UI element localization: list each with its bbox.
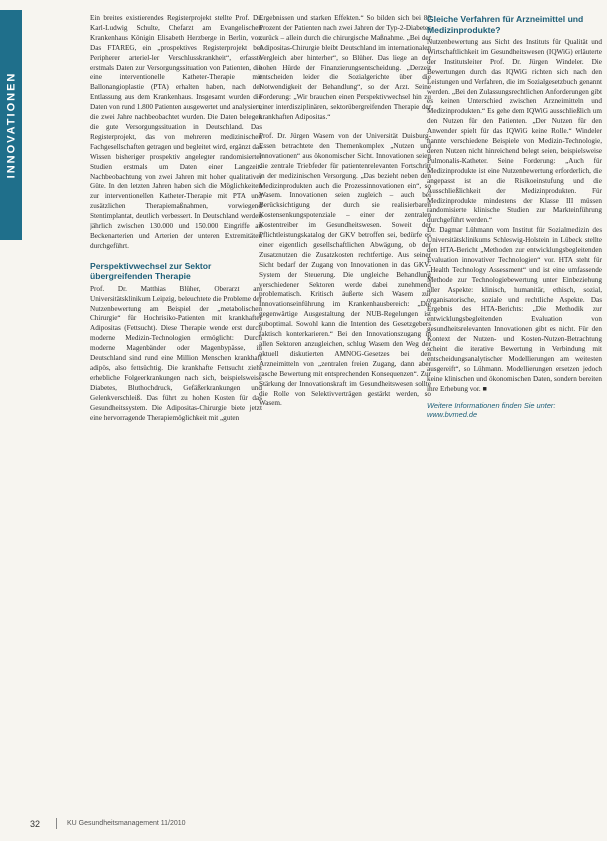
subheading: Perspektivwechsel zur Sektor übergreifenden Therapie (90, 260, 212, 282)
paragraph-gap (259, 123, 431, 132)
section-label (0, 10, 22, 240)
page-number: 32 (30, 818, 41, 829)
more-info-link[interactable]: Weitere Informationen finden Sie unter: www.bvmed.de (427, 400, 556, 420)
section-label-text: INNOVATIONEN (5, 71, 17, 179)
article-column-3 (427, 14, 602, 804)
paragraph: Nutzenbewertung aus Sicht des Instituts für Qualität und Wirtschaftlichkeit im Gesundheitswesen (IQWiG) erläuterte der Institutsleiter Prof. Dr. Jürgen Windeler. Die Bewertungen durch das IQWiG richten sich nach den Leistungen und Verfahren, die im Sozialgesetzbuch genannt werden. „Bei den Zulassungsrechtlichen Anforderungen gibt es keinen Unterschied zwischen Arzneimitteln und Medizinprodukten.“ Es gehe dem IQWiG ausschließlich um den Nutzen für den Patienten. „Der Nutzen für den Anwender spielt für das IQWiG keine Rolle.“ Windeler nannte verschiedene Beispiele von Medizin-Technologie, deren Nutzen nicht hinreichend belegt seien, beispielsweise Pulmonalis-Katheter. Seine Forderung: „Auch für Medizinprodukte ist eine Nutzenbewertung erforderlich, die angepasst ist an die Risikoeinstufung und die Ausschließlichkeit der Medizinprodukten. Für Medizinprodukte mindestens der Klasse III müssen randomisierte klinische Studien zur Markteinführung durchgeführt werden.“ (427, 38, 602, 225)
article-column-2 (259, 14, 431, 804)
subheading: Gleiche Verfahren für Arzneimittel und Medizinprodukte? (427, 14, 584, 35)
paragraph: Prof. Dr. Matthias Blüher, Oberarzt am Universitätsklinikum Leipzig, beleuchtete die Probleme der Nutzenbewertung am Beispiel der „metabolischen Chirurgie“ für Hochrisiko-Patienten mit krankhafter Adipositas (Fettsucht). Diese Therapie wende erst durch moderne Medizin-Technologien ermöglicht: Durch moderne Magenbänder oder Magenbypässe, in Deutschland sind rund eine Million Menschen krankhaft adipös, also fettsüchtig. Die krankhafte Fettsucht zieht erhebliche Folgeerkrankungen nach sich, beispielsweise Diabetes, Bluthochdruck, Gefäßerkrankungen und Gelenkverschleiß. Das führt zu hohen Kosten für das Gesundheitssystem. Die Adipositas-Chirurgie biete jetzt eine hervorragende Therapiemöglichkeit mit „guten (90, 284, 262, 422)
page-footer (30, 818, 186, 829)
footer-divider (56, 818, 57, 829)
paragraph: Ergebnissen und starken Effekten.“ So bilden sich bei 80 Prozent der Patienten nach zwei Jahren der Typ-2-Diabetes zurück – allein durch die chirurgische Maßnahme. „Bei der Adipositas-Chirurgie bleibt Deutschland im internationalen Vergleich aber hinterher“, so Blüher. Das liege an der hohen Hürde der Finanzierungsentscheidung. „Derzeit entscheiden leider die Sozialgerichte über die Notwendigkeit der Behandlung“, so der Arzt. Seine Forderung: „Wir brauchen einen Perspektivwechsel hin zu einer interdisziplinären, sektorübergreifenden Therapie der krankhaften Adipositas.“ (259, 14, 431, 122)
paragraph: Prof. Dr. Jürgen Wasem von der Universität Duisburg-Essen betrachtete den Themenkomplex „Nutzen und Innovationen“ aus ökonomischer Sicht. Innovationen seien die zentrale Triebfeder für patientenrelevanten Fortschritt in der medizinischen Versorgung. „Das bezieht neben den Medizinprodukten auch die Prozessinnovationen ein“, so Wasem. Innovationen seien zugleich – auch bei Berücksichtigung der durch sie realisierbaren Kostensenkungspotenziale – einer der zentralen Kostentreiber im Gesundheitswesen. Soweit der Pflichtleistungskatalog der GKV betroffen sei, bedürfe es einer eigentlich gesellschaftlichen Abwägung, ob der Zusatznutzen die Zusatzkosten rechtfertige. Aus seiner Sicht bedarf der Zugang von Innovationen in das GKV-System der Steuerung. Die ungleiche Behandlung verschiedener Sektoren werde dabei zunehmend problematisch. Kritisch äußerte sich Wasem zur Innovationseinführung im Krankenhausbereich: „Die gegenwärtige Ausgestaltung der NUB-Regelungen ist suboptimal. Sowohl kann die Intention des Gesetzgebers faktisch konterkarieren.“ Bei den Innovationszugang in allen Sektoren anzugleichen, schlug Wasem den Weg der aktuell diskutierten AMNOG-Gesetzes bei den Arzneimitteln von „zentralen freien Zugang, dann aber rasche Bewertung mit entsprechenden Konsequenzen“. Zur Stärkung der Innovationskraft im Gesundheitswesen sollte die Rolle von Selektivverträgen gestärkt werden, so Wasem. (259, 131, 431, 408)
paragraph: Dr. Dagmar Lühmann vom Institut für Sozialmedizin des Universitätsklinikums Schleswig-Holstein in Lübeck stellte den HTA-Bericht „Methoden zur entwicklungsbegleitenden Evaluation innovativer Technologien“ vor. HTA steht für „Health Technology Assessment“ und ist eine umfassende Methode zur Technologiebewertung unter Einbeziehung aller Aspekte: klinisch, humanitär, ethisch, sozial, organisatorische, soziale und rechtliche Aspekte. Das Ergebnis des HTA-Berichts: „Die Methodik zur entwicklungsbegleitenden Evaluation von gesundheitsrelevanten Innovationen gibt es nicht. Für den Kontext der Nutzen- und Kosten-Nutzen-Betrachtung scheint die iterative Bewertung in Verbindung mit entscheidungsanalytischer Modellierungen am weitesten ausgereift“, so Lühmann. Modellierungen ersetzen jedoch keine klinischen und ökonomischen Daten, sondern bereiten ihre Erhebung vor. ■ (427, 226, 602, 393)
paragraph: Ein breites existierendes Registerprojekt stellte Prof. Dr. Karl-Ludwig Schulte, Chefarzt am Evangelischen Krankenhaus Königin Elisabeth Herzberge in Berlin, vor. Das FTAREG, ein „prospektives Registerprojekt bei Peripherer arteriel-ler Verschlusskrankheit“, erfasste erstmals Daten zur Versorgungssituation von Patienten, die eine interventionelle Katheter-Therapie mit Ballonangioplastie (PTA) erhalten haben, nach der Entlassung aus dem Krankenhaus. Insgesamt wurden die Daten von rund 1.800 Patienten ausgewertet und analysiert, die zwei Jahre nachbeobachtet wurden. Die Daten belegen die gute Versorgungssituation in Deutschland. Das Registerprojekt, das von mehreren medizinischen Fachgesellschaften getragen und begleitet wird, ergänzt das Wissen bisheriger prospektiv angelegter randomisierter Studien erstmals um Daten einer Langzeit-Nachbeobachtung von zwei Jahren mit hoher qualitativer Güte. In den letzten Jahren haben sich die Möglichkeiten zur interventionellen Katheter-Therapie mit PTA und zusätzlichen Therapiemaßnahmen, vorwiegend Stentimplantat, deutlich verbessert. In Deutschland werden jährlich zwischen 130.000 und 150.000 Eingriffe an Beckenarterien und Arterien der unteren Extremitäten durchgeführt. (90, 14, 262, 250)
journal-name: KU Gesundheitsmanagement 11/2010 (67, 820, 186, 827)
article-column-1 (90, 14, 262, 804)
